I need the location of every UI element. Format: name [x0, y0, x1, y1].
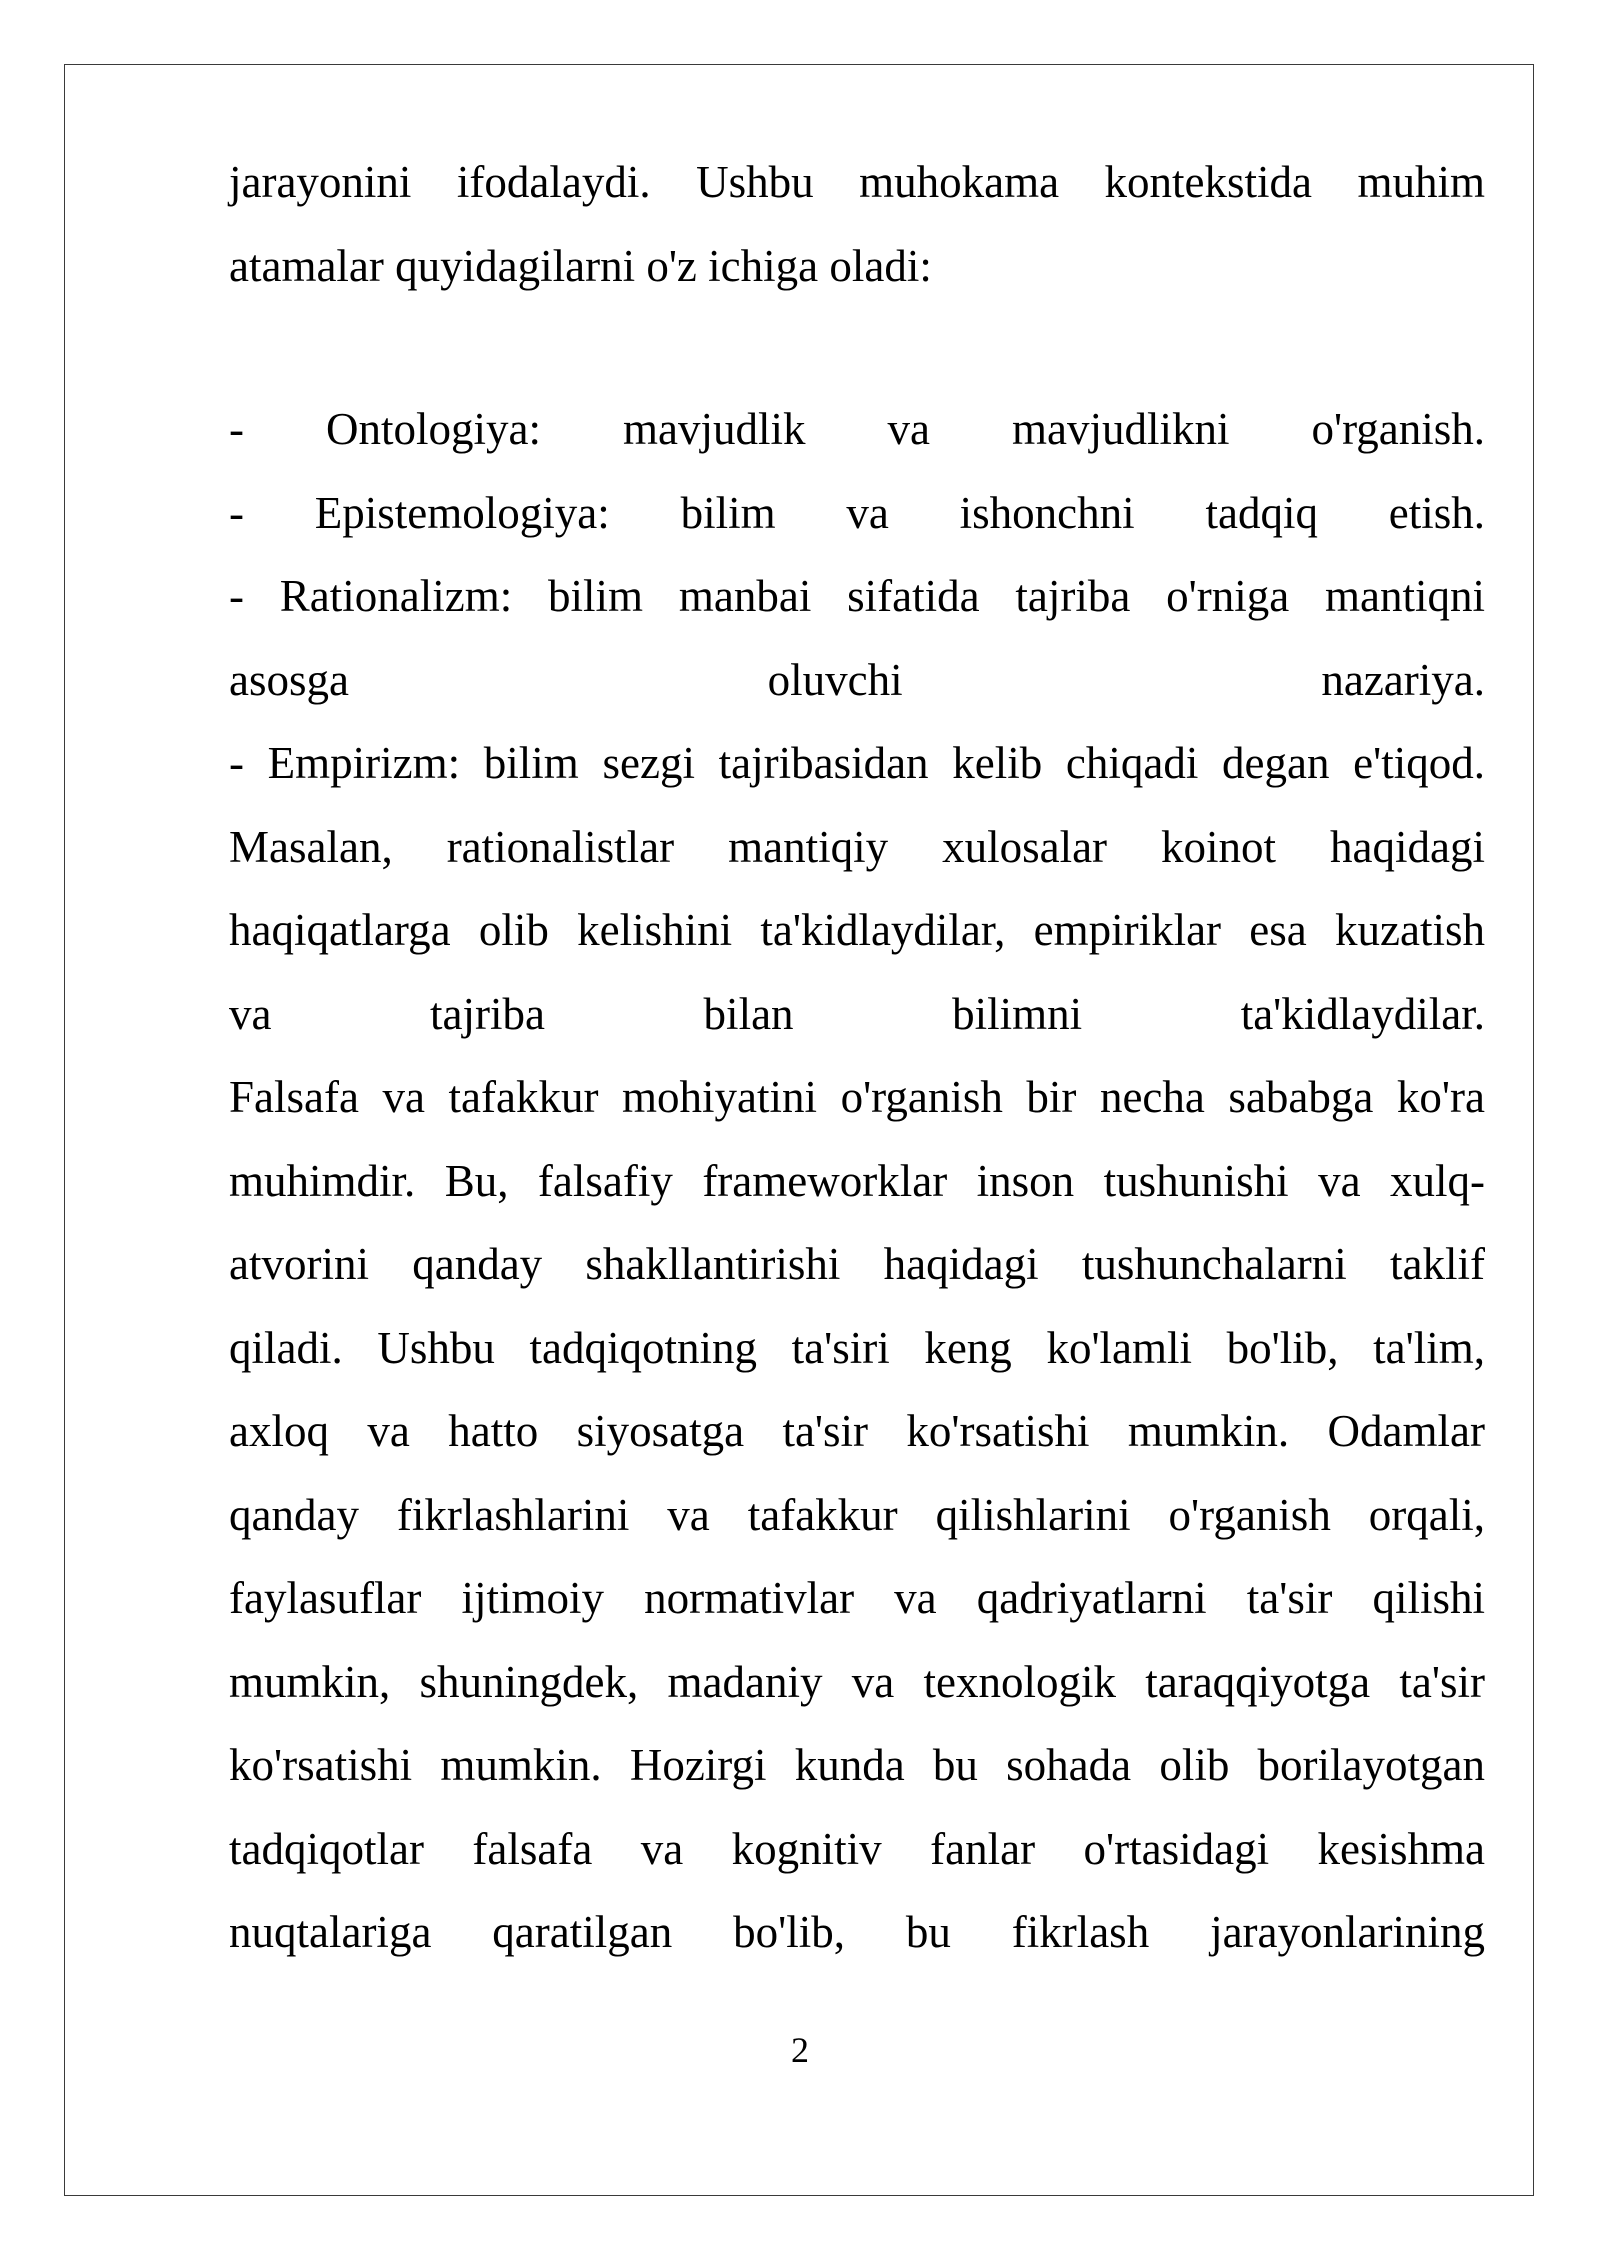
- blank-line: [229, 313, 1485, 393]
- text-line: qanday fikrlashlarini va tafakkur qilishlarini o'rganish orqali,: [229, 1489, 1485, 1540]
- text-line: faylasuflar ijtimoiy normativlar va qadriyatlarni ta'sir qilishi: [229, 1573, 1485, 1623]
- text-line: qiladi. Ushbu tadqiqotning ta'siri keng ko'lamli bo'lib, ta'lim,: [229, 1322, 1485, 1373]
- text-line: - Ontologiya: mavjudlik va mavjudlikni o'rganish.: [229, 404, 1485, 454]
- text-line: ko'rsatishi mumkin. Hozirgi kunda bu sohada olib borilayotgan: [229, 1740, 1485, 1790]
- text-line: tadqiqotlar falsafa va kognitiv fanlar o'rtasidagi kesishma: [229, 1823, 1485, 1874]
- text-line: atamalar quyidagilarni o'z ichiga oladi:: [229, 240, 932, 291]
- text-line: va tajriba bilan bilimni ta'kidlaydilar.: [229, 988, 1485, 1039]
- text-line: muhimdir. Bu, falsafiy frameworklar inson tushunishi va xulq-: [229, 1155, 1485, 1206]
- text-line: - Empirizm: bilim sezgi tajribasidan kelib chiqadi degan e'tiqod.: [229, 738, 1485, 788]
- text-line: nuqtalariga qaratilgan bo'lib, bu fikrlash jarayonlarining: [229, 1907, 1485, 1957]
- text-line: asosga oluvchi nazariya.: [229, 654, 1485, 705]
- text-line: Falsafa va tafakkur mohiyatini o'rganish bir necha sababga ko'ra: [229, 1072, 1485, 1122]
- text-line: axloq va hatto siyosatga ta'sir ko'rsatishi mumkin. Odamlar: [229, 1406, 1485, 1456]
- text-line: mumkin, shuningdek, madaniy va texnologik taraqqiyotga ta'sir: [229, 1656, 1485, 1707]
- text-line: - Epistemologiya: bilim va ishonchni tadqiq etish.: [229, 487, 1485, 538]
- text-line: Masalan, rationalistlar mantiqiy xulosalar koinot haqidagi: [229, 821, 1485, 872]
- text-line: jarayonini ifodalaydi. Ushbu muhokama kontekstida muhim: [229, 157, 1485, 207]
- body-text: [229, 146, 1485, 1980]
- page-number: 2: [791, 2030, 809, 2070]
- text-line: - Rationalizm: bilim manbai sifatida tajriba o'rniga mantiqni: [229, 571, 1485, 621]
- text-line: atvorini qanday shakllantirishi haqidagi tushunchalarni taklif: [229, 1239, 1485, 1289]
- text-line: haqiqatlarga olib kelishini ta'kidlaydilar, empiriklar esa kuzatish: [229, 905, 1485, 955]
